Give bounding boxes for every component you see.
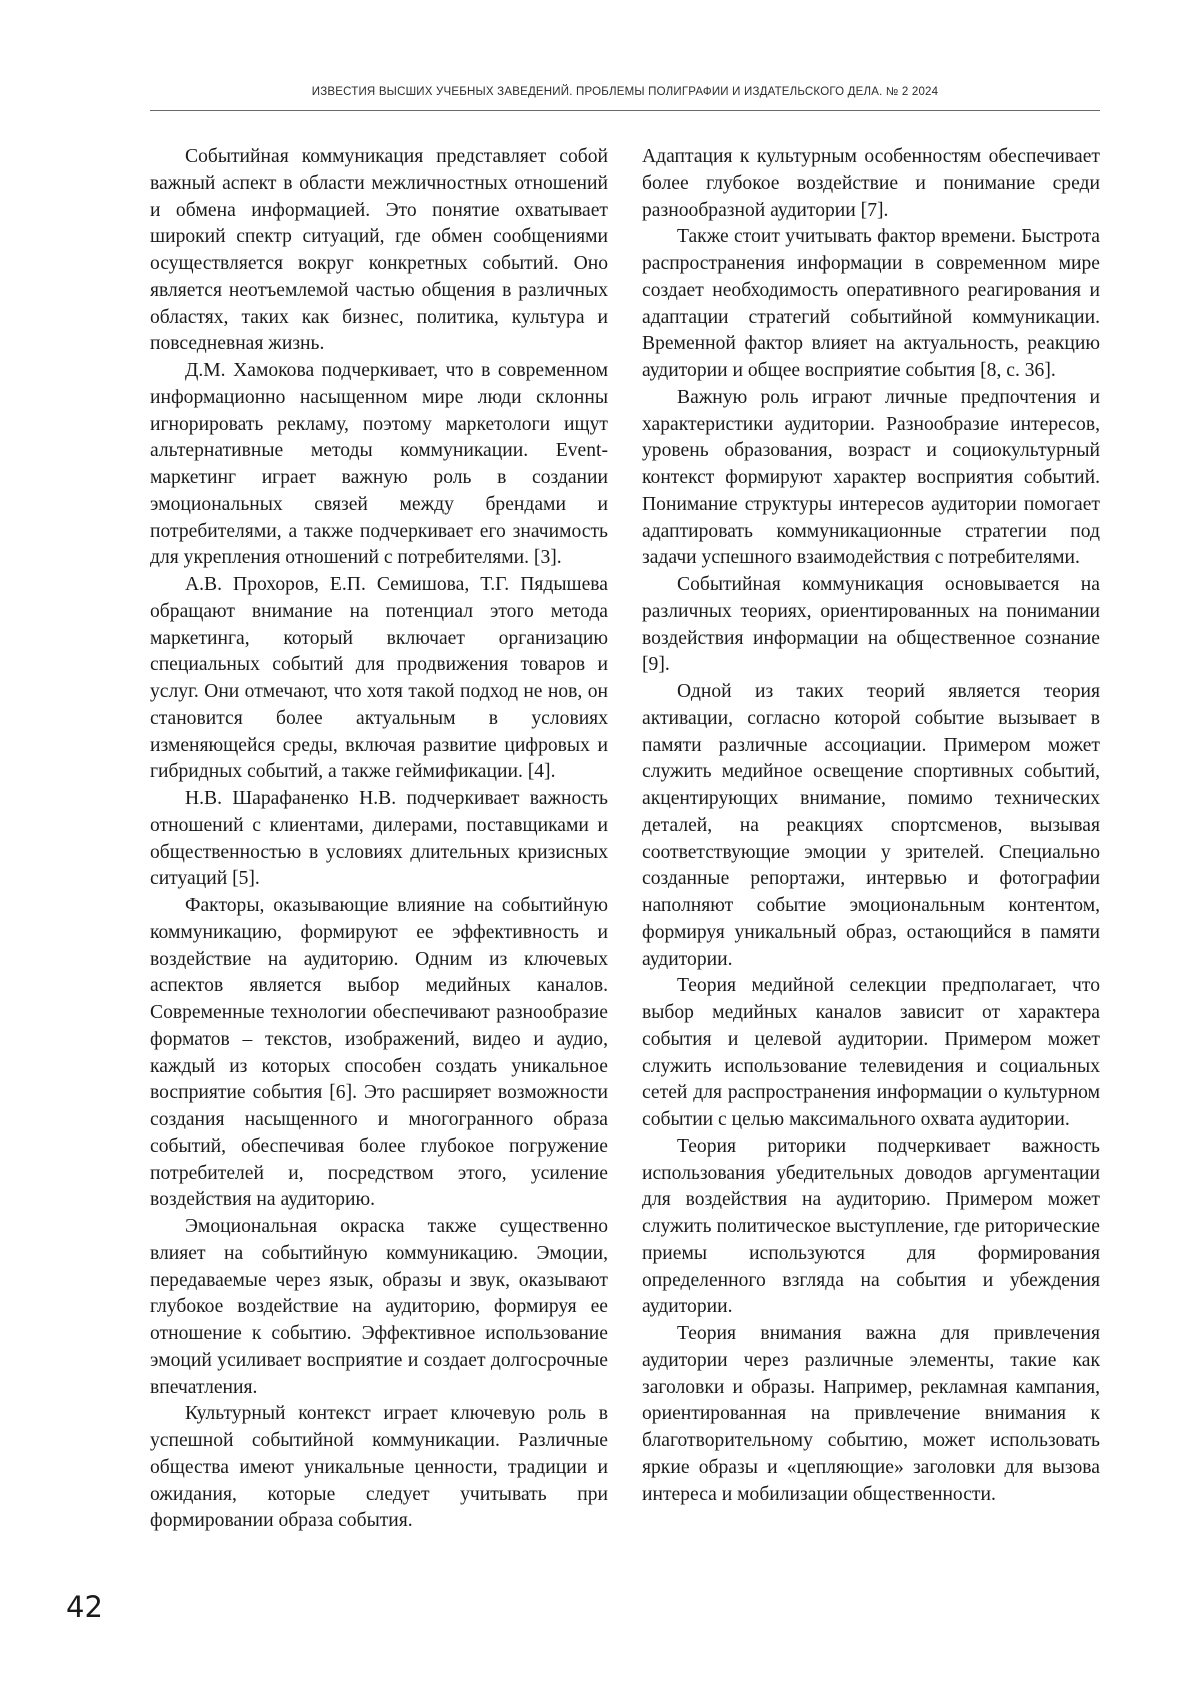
- paragraph-event-communication: Событийная коммуникация представляет собой важный аспект в области межличностных отношений и обмена информацией. Это понятие охватывает широкий спектр ситуаций, где обмен сообщениями осуществляется вокруг конкретных событий. Оно является неотъемлемой частью общения в различных областях, таких как бизнес, политика, культура и повседневная жизнь.: [150, 146, 608, 355]
- paragraph-attention-theory: Теория внимания важна для привлечения аудитории через различные элементы, такие как заголовки и образы. Например, рекламная кампания, ориентированная на привлечение внимания к благотворительному событию, может использовать яркие образы и «цепляющие» заголовки для вызова интереса и мобилизации общественности.: [642, 1323, 1100, 1505]
- right-column: [642, 144, 1100, 1508]
- paragraph-time-factor: Также стоит учитывать фактор времени. Быстрота распространения информации в современном мире создает необходимость оперативного реагирования и адаптации стратегий событийной коммуникации. Временной фактор влияет на актуальность, реакцию аудитории и общее восприятие события [8, с. 36].: [642, 226, 1100, 381]
- paragraph-audience-preferences: Важную роль играют личные предпочтения и характеристики аудитории. Разнообразие интересов, уровень образования, возраст и социокультурный контекст формируют характер восприятия событий. Понимание структуры интересов аудитории помогает адаптировать коммуникационные стратегии под задачи успешного взаимодействия с потребителями.: [642, 386, 1100, 569]
- paragraph-cultural-context: Культурный контекст играет ключевую роль в успешной событийной коммуникации. Различные общества имеют уникальные ценности, традиции и ожидания, которые следует учитывать при формировании образа события.: [150, 1403, 608, 1532]
- paragraph-continuation: Адаптация к культурным особенностям обеспечивает более глубокое воздействие и понимание среди разнообразной аудитории [7].: [642, 146, 1100, 221]
- running-header: ИЗВЕСТИЯ ВЫСШИХ УЧЕБНЫХ ЗАВЕДЕНИЙ. ПРОБЛЕМЫ ПОЛИГРАФИИ И ИЗДАТЕЛЬСКОГО ДЕЛА. № 2 2024: [311, 86, 939, 98]
- paragraph-media-selection-theory: Теория медийной селекции предполагает, что выбор медийных каналов зависит от характера события и целевой аудитории. Примером может служить использование телевидения и социальных сетей для распространения информации о культурном событии с целью максимального охвата аудитории.: [642, 975, 1100, 1130]
- paragraph-khamokova: Д.М. Хамокова подчеркивает, что в современном информационно насыщенном мире люди склонны игнорировать рекламу, поэтому маркетологи ищут альтернативные методы коммуникации. Event-маркетинг играет важную роль в создании эмоциональных связей между брендами и потребителями, а также подчеркивает его значимость для укрепления отношений с потребителями. [3].: [150, 360, 608, 569]
- paragraph-sharafanenko: Н.В. Шарафаненко Н.В. подчеркивает важность отношений с клиентами, дилерами, поставщиками и общественностью в условиях длительных кризисных ситуаций [5].: [150, 788, 608, 890]
- paragraph-emotional-color: Эмоциональная окраска также существенно влияет на событийную коммуникацию. Эмоции, передаваемые через язык, образы и звук, оказывают глубокое воздействие на аудиторию, формируя ее отношение к событию. Эффективное использование эмоций усиливает восприятие и создает долгосрочные впечатления.: [150, 1216, 608, 1398]
- page-number: 42: [66, 1590, 103, 1624]
- paragraph-activation-theory: Одной из таких теорий является теория активации, согласно которой событие вызывает в памяти различные ассоциации. Примером может служить медийное освещение спортивных событий, акцентирующих внимание, помимо технических деталей, на реакциях спортсменов, вызывая соответствующие эмоции у зрителей. Специально созданные репортажи, интервью и фотографии наполняют событие эмоциональным контентом, формируя уникальный образ, остающийся в памяти аудитории.: [642, 681, 1100, 970]
- paragraph-prokhorov: А.В. Прохоров, Е.П. Семишова, Т.Г. Пядышева обращают внимание на потенциал этого метода маркетинга, который включает организацию специальных событий для продвижения товаров и услуг. Они отмечают, что хотя такой подход не нов, он становится более актуальным в условиях изменяющейся среды, включая развитие цифровых и гибридных событий, а также геймификации. [4].: [150, 574, 608, 783]
- paragraph-rhetoric-theory: Теория риторики подчеркивает важность использования убедительных доводов аргументации для воздействия на аудиторию. Примером может служить политическое выступление, где риторические приемы используются для формирования определенного взгляда на события и убеждения аудитории.: [642, 1135, 1100, 1318]
- header-rule: [150, 110, 1100, 111]
- left-column: [150, 144, 608, 1535]
- paragraph-theories: Событийная коммуникация основывается на различных теориях, ориентированных на понимании воздействия информации на общественное сознание [9].: [642, 574, 1100, 676]
- paragraph-factors: Факторы, оказывающие влияние на событийную коммуникацию, формируют ее эффективность и воздействие на аудиторию. Одним из ключевых аспектов является выбор медийных каналов. Современные технологии обеспечивают разнообразие форматов – текстов, изображений, видео и аудио, каждый из которых способен создать уникальное восприятие события [6]. Это расширяет возможности создания насыщенного и многогранного образа событий, обеспечивая более глубокое погружение потребителей и, посредством этого, усиление воздействия на аудиторию.: [150, 895, 608, 1211]
